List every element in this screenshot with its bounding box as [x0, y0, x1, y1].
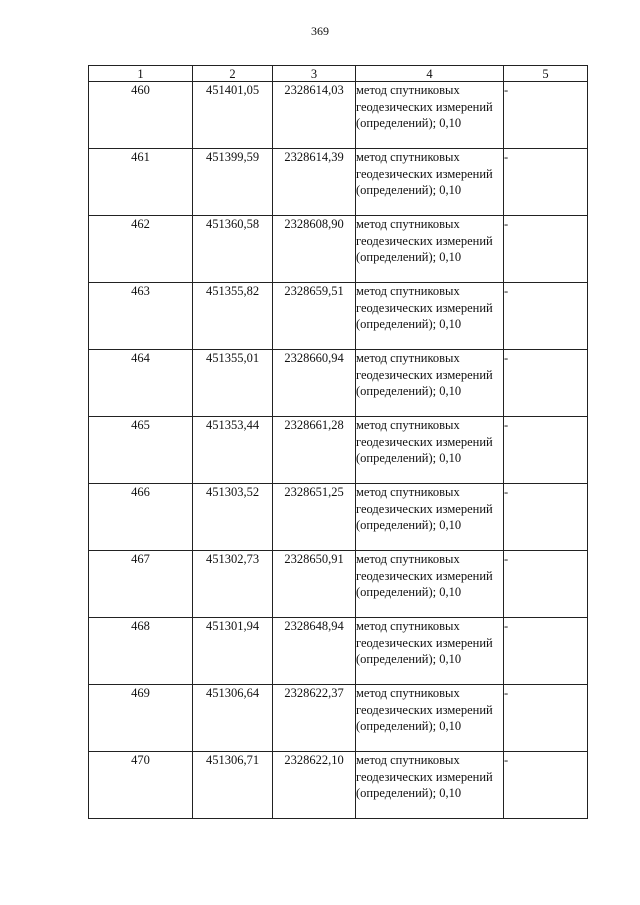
method-cell: метод спутниковых геодезических измерений (определений); 0,10: [356, 283, 504, 350]
x-coordinate-cell: 451355,01: [193, 350, 273, 417]
note-cell: -: [504, 216, 588, 283]
point-number-cell: 469: [89, 685, 193, 752]
point-number-cell: 470: [89, 752, 193, 819]
method-cell: метод спутниковых геодезических измерений (определений); 0,10: [356, 484, 504, 551]
y-coordinate-cell: 2328608,90: [273, 216, 356, 283]
x-coordinate-cell: 451401,05: [193, 82, 273, 149]
note-cell: -: [504, 484, 588, 551]
table-row: [89, 752, 588, 819]
x-coordinate-cell: 451360,58: [193, 216, 273, 283]
table-row: [89, 484, 588, 551]
x-coordinate-cell: 451302,73: [193, 551, 273, 618]
table-header-row: [89, 66, 588, 82]
method-cell: метод спутниковых геодезических измерений (определений); 0,10: [356, 752, 504, 819]
x-coordinate-cell: 451306,64: [193, 685, 273, 752]
method-cell: метод спутниковых геодезических измерений (определений); 0,10: [356, 551, 504, 618]
method-cell: метод спутниковых геодезических измерений (определений); 0,10: [356, 417, 504, 484]
table-row: [89, 618, 588, 685]
table-row: [89, 685, 588, 752]
method-cell: метод спутниковых геодезических измерений (определений); 0,10: [356, 149, 504, 216]
x-coordinate-cell: 451303,52: [193, 484, 273, 551]
y-coordinate-cell: 2328650,91: [273, 551, 356, 618]
page-number: 369: [311, 24, 329, 38]
note-cell: -: [504, 752, 588, 819]
y-coordinate-cell: 2328614,39: [273, 149, 356, 216]
table-row: [89, 82, 588, 149]
point-number-cell: 467: [89, 551, 193, 618]
header-col-2: 2: [193, 66, 273, 82]
header-col-3: 3: [273, 66, 356, 82]
y-coordinate-cell: 2328651,25: [273, 484, 356, 551]
method-cell: метод спутниковых геодезических измерений (определений); 0,10: [356, 685, 504, 752]
note-cell: -: [504, 551, 588, 618]
table-row: [89, 149, 588, 216]
y-coordinate-cell: 2328659,51: [273, 283, 356, 350]
x-coordinate-cell: 451306,71: [193, 752, 273, 819]
note-cell: -: [504, 350, 588, 417]
point-number-cell: 463: [89, 283, 193, 350]
note-cell: -: [504, 417, 588, 484]
point-number-cell: 468: [89, 618, 193, 685]
y-coordinate-cell: 2328660,94: [273, 350, 356, 417]
table-row: [89, 417, 588, 484]
y-coordinate-cell: 2328661,28: [273, 417, 356, 484]
x-coordinate-cell: 451399,59: [193, 149, 273, 216]
note-cell: -: [504, 618, 588, 685]
x-coordinate-cell: 451301,94: [193, 618, 273, 685]
point-number-cell: 466: [89, 484, 193, 551]
point-number-cell: 462: [89, 216, 193, 283]
x-coordinate-cell: 451355,82: [193, 283, 273, 350]
note-cell: -: [504, 149, 588, 216]
point-number-cell: 460: [89, 82, 193, 149]
table-row: [89, 350, 588, 417]
header-col-5: 5: [504, 66, 588, 82]
coordinates-table: [88, 65, 588, 819]
table-row: [89, 283, 588, 350]
y-coordinate-cell: 2328622,37: [273, 685, 356, 752]
point-number-cell: 464: [89, 350, 193, 417]
table-row: [89, 551, 588, 618]
y-coordinate-cell: 2328614,03: [273, 82, 356, 149]
note-cell: -: [504, 283, 588, 350]
x-coordinate-cell: 451353,44: [193, 417, 273, 484]
method-cell: метод спутниковых геодезических измерений (определений); 0,10: [356, 350, 504, 417]
method-cell: метод спутниковых геодезических измерений (определений); 0,10: [356, 216, 504, 283]
header-col-1: 1: [89, 66, 193, 82]
method-cell: метод спутниковых геодезических измерений (определений); 0,10: [356, 618, 504, 685]
point-number-cell: 465: [89, 417, 193, 484]
note-cell: -: [504, 82, 588, 149]
header-col-4: 4: [356, 66, 504, 82]
point-number-cell: 461: [89, 149, 193, 216]
y-coordinate-cell: 2328648,94: [273, 618, 356, 685]
table-row: [89, 216, 588, 283]
method-cell: метод спутниковых геодезических измерений (определений); 0,10: [356, 82, 504, 149]
note-cell: -: [504, 685, 588, 752]
y-coordinate-cell: 2328622,10: [273, 752, 356, 819]
